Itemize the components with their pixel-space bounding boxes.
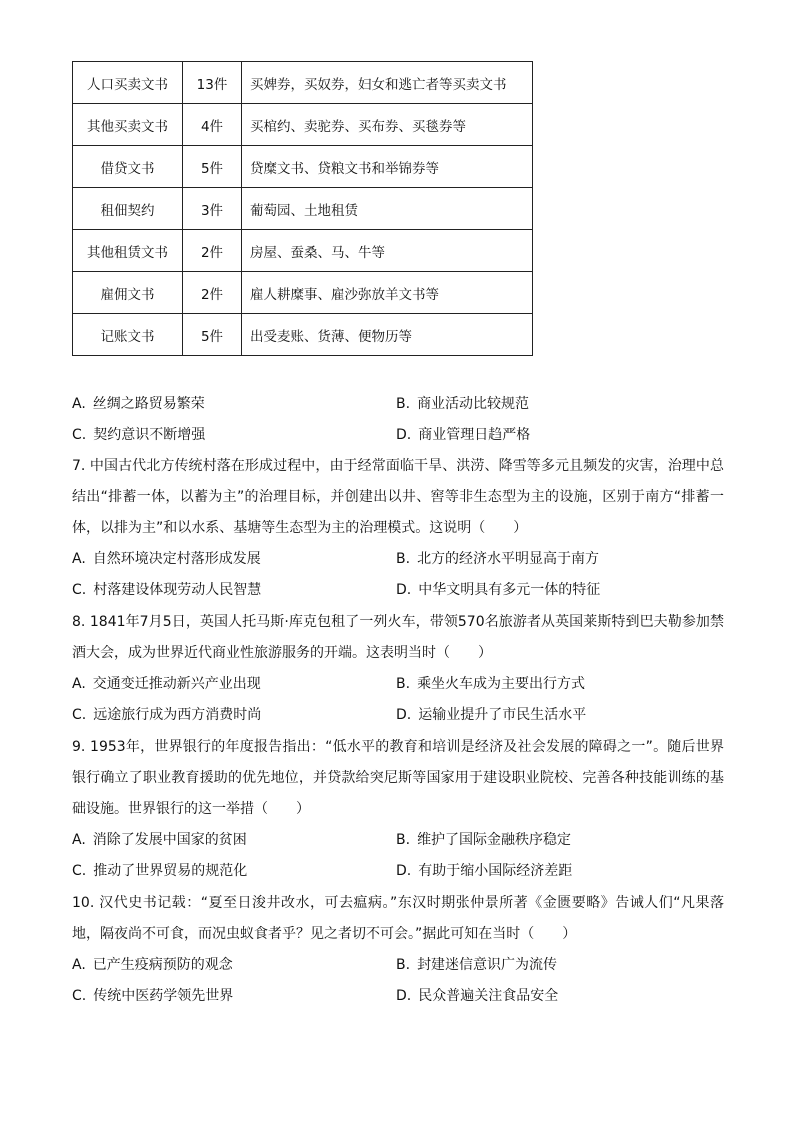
option-text: 已产生疫病预防的观念 xyxy=(92,957,233,973)
table-cell-type: 人口买卖文书 xyxy=(73,62,183,104)
question-6-options xyxy=(72,389,724,451)
option-c[interactable] xyxy=(72,981,396,1012)
option-d[interactable] xyxy=(396,575,716,606)
option-letter: B. xyxy=(396,676,411,692)
table-cell-content: 雇人耕糜事、雇沙弥放羊文书等 xyxy=(242,272,533,314)
table-row xyxy=(73,104,533,146)
option-text: 乘坐火车成为主要出行方式 xyxy=(417,676,586,692)
option-text: 传统中医药学领先世界 xyxy=(93,988,234,1004)
table-row xyxy=(73,188,533,230)
question-7 xyxy=(72,451,724,606)
option-letter: C. xyxy=(72,582,87,598)
option-a[interactable] xyxy=(72,544,396,575)
table-row xyxy=(73,146,533,188)
option-b[interactable] xyxy=(396,389,716,420)
option-letter: B. xyxy=(396,957,411,973)
table-cell-count: 5件 xyxy=(183,314,242,356)
option-letter: A. xyxy=(72,396,86,412)
option-text: 自然环境决定村落形成发展 xyxy=(92,551,261,567)
question-10 xyxy=(72,888,724,1012)
table-cell-content: 买棺约、卖驼券、买布券、买毯券等 xyxy=(242,104,533,146)
option-b[interactable] xyxy=(396,669,716,700)
option-text: 中华文明具有多元一体的特征 xyxy=(418,582,601,598)
option-letter: A. xyxy=(72,676,86,692)
table-cell-count: 2件 xyxy=(183,230,242,272)
option-letter: B. xyxy=(396,396,411,412)
option-text: 消除了发展中国家的贫困 xyxy=(92,832,247,848)
option-letter: C. xyxy=(72,863,87,879)
table-cell-content: 房屋、蚕桑、马、牛等 xyxy=(242,230,533,272)
option-text: 运输业提升了市民生活水平 xyxy=(418,707,587,723)
option-letter: C. xyxy=(72,427,87,443)
table-cell-content: 买婢券，买奴券，妇女和逃亡者等买卖文书 xyxy=(242,62,533,104)
option-letter: D. xyxy=(396,863,412,879)
option-text: 商业活动比较规范 xyxy=(417,396,530,412)
option-letter: A. xyxy=(72,832,86,848)
option-row xyxy=(72,544,724,575)
table-cell-type: 其他买卖文书 xyxy=(73,104,183,146)
option-a[interactable] xyxy=(72,389,396,420)
option-text: 维护了国际金融秩序稳定 xyxy=(417,832,572,848)
option-d[interactable] xyxy=(396,856,716,887)
option-b[interactable] xyxy=(396,825,716,856)
option-row xyxy=(72,389,724,420)
option-text: 封建迷信意识广为流传 xyxy=(417,957,558,973)
option-c[interactable] xyxy=(72,575,396,606)
option-letter: C. xyxy=(72,988,87,1004)
option-c[interactable] xyxy=(72,700,396,731)
option-d[interactable] xyxy=(396,700,716,731)
option-d[interactable] xyxy=(396,420,716,451)
question-9 xyxy=(72,732,724,887)
option-text: 北方的经济水平明显高于南方 xyxy=(417,551,600,567)
table-cell-count: 5件 xyxy=(183,146,242,188)
question-stem: 10. 汉代史书记载：“夏至日浚井改水，可去瘟病。”东汉时期张仲景所著《金匮要略》告诫人们“凡果落地，隔夜尚不可食，而况虫蚁食者乎？见之者切不可会。”据此可知在当时（ ） xyxy=(72,895,724,942)
table-cell-count: 13件 xyxy=(183,62,242,104)
option-letter: B. xyxy=(396,551,411,567)
option-text: 丝绸之路贸易繁荣 xyxy=(92,396,205,412)
option-letter: D. xyxy=(396,582,412,598)
option-text: 远途旅行成为西方消费时尚 xyxy=(93,707,262,723)
table-row xyxy=(73,62,533,104)
option-letter: A. xyxy=(72,551,86,567)
table-cell-type: 其他租赁文书 xyxy=(73,230,183,272)
option-c[interactable] xyxy=(72,420,396,451)
option-letter: B. xyxy=(396,832,411,848)
option-a[interactable] xyxy=(72,669,396,700)
option-letter: D. xyxy=(396,988,412,1004)
table-cell-type: 租佃契约 xyxy=(73,188,183,230)
option-text: 民众普遍关注食品安全 xyxy=(418,988,559,1004)
option-text: 商业管理日趋严格 xyxy=(418,427,531,443)
option-text: 交通变迁推动新兴产业出现 xyxy=(92,676,261,692)
option-c[interactable] xyxy=(72,856,396,887)
table-cell-count: 4件 xyxy=(183,104,242,146)
option-row xyxy=(72,950,724,981)
table-row xyxy=(73,272,533,314)
option-letter: D. xyxy=(396,707,412,723)
option-a[interactable] xyxy=(72,825,396,856)
question-stem: 7. 中国古代北方传统村落在形成过程中，由于经常面临干旱、洪涝、降雪等多元且频发的灾害，治理中总结出“排蓄一体，以蓄为主”的治理目标，并创建出以井、窖等非生态型为主的设施，区别于南方“排蓄一体，以排为主”和以水系、基塘等生态型为主的治理模式。这说明（ ） xyxy=(72,458,724,536)
option-text: 有助于缩小国际经济差距 xyxy=(418,863,573,879)
table-cell-type: 雇佣文书 xyxy=(73,272,183,314)
table-cell-content: 贷糜文书、贷粮文书和举锦券等 xyxy=(242,146,533,188)
option-row xyxy=(72,825,724,856)
option-letter: C. xyxy=(72,707,87,723)
table-cell-content: 出受麦账、货薄、便物历等 xyxy=(242,314,533,356)
option-letter: A. xyxy=(72,957,86,973)
option-row xyxy=(72,669,724,700)
question-8 xyxy=(72,607,724,731)
option-row xyxy=(72,856,724,887)
option-d[interactable] xyxy=(396,981,716,1012)
option-row xyxy=(72,575,724,606)
option-text: 村落建设体现劳动人民智慧 xyxy=(93,582,262,598)
option-row xyxy=(72,981,724,1012)
option-text: 推动了世界贸易的规范化 xyxy=(93,863,248,879)
table-cell-content: 葡萄园、土地租赁 xyxy=(242,188,533,230)
option-a[interactable] xyxy=(72,950,396,981)
option-text: 契约意识不断增强 xyxy=(93,427,206,443)
table-cell-count: 2件 xyxy=(183,272,242,314)
option-row xyxy=(72,420,724,451)
option-b[interactable] xyxy=(396,544,716,575)
option-letter: D. xyxy=(396,427,412,443)
question-stem: 8. 1841年7月5日，英国人托马斯·库克包租了一列火车，带领570名旅游者从英国莱斯特到巴夫勒参加禁酒大会，成为世界近代商业性旅游服务的开端。这表明当时（ ） xyxy=(72,614,724,661)
table-row xyxy=(73,230,533,272)
table-cell-count: 3件 xyxy=(183,188,242,230)
table-cell-type: 记账文书 xyxy=(73,314,183,356)
table-cell-type: 借贷文书 xyxy=(73,146,183,188)
question-stem: 9. 1953年，世界银行的年度报告指出：“低水平的教育和培训是经济及社会发展的障碍之一”。随后世界银行确立了职业教育援助的优先地位，并贷款给突尼斯等国家用于建设职业院校、完善各种技能训练的基础设施。世界银行的这一举措（ ） xyxy=(72,739,724,817)
option-b[interactable] xyxy=(396,950,716,981)
option-row xyxy=(72,700,724,731)
document-types-table xyxy=(72,61,533,356)
table-row xyxy=(73,314,533,356)
